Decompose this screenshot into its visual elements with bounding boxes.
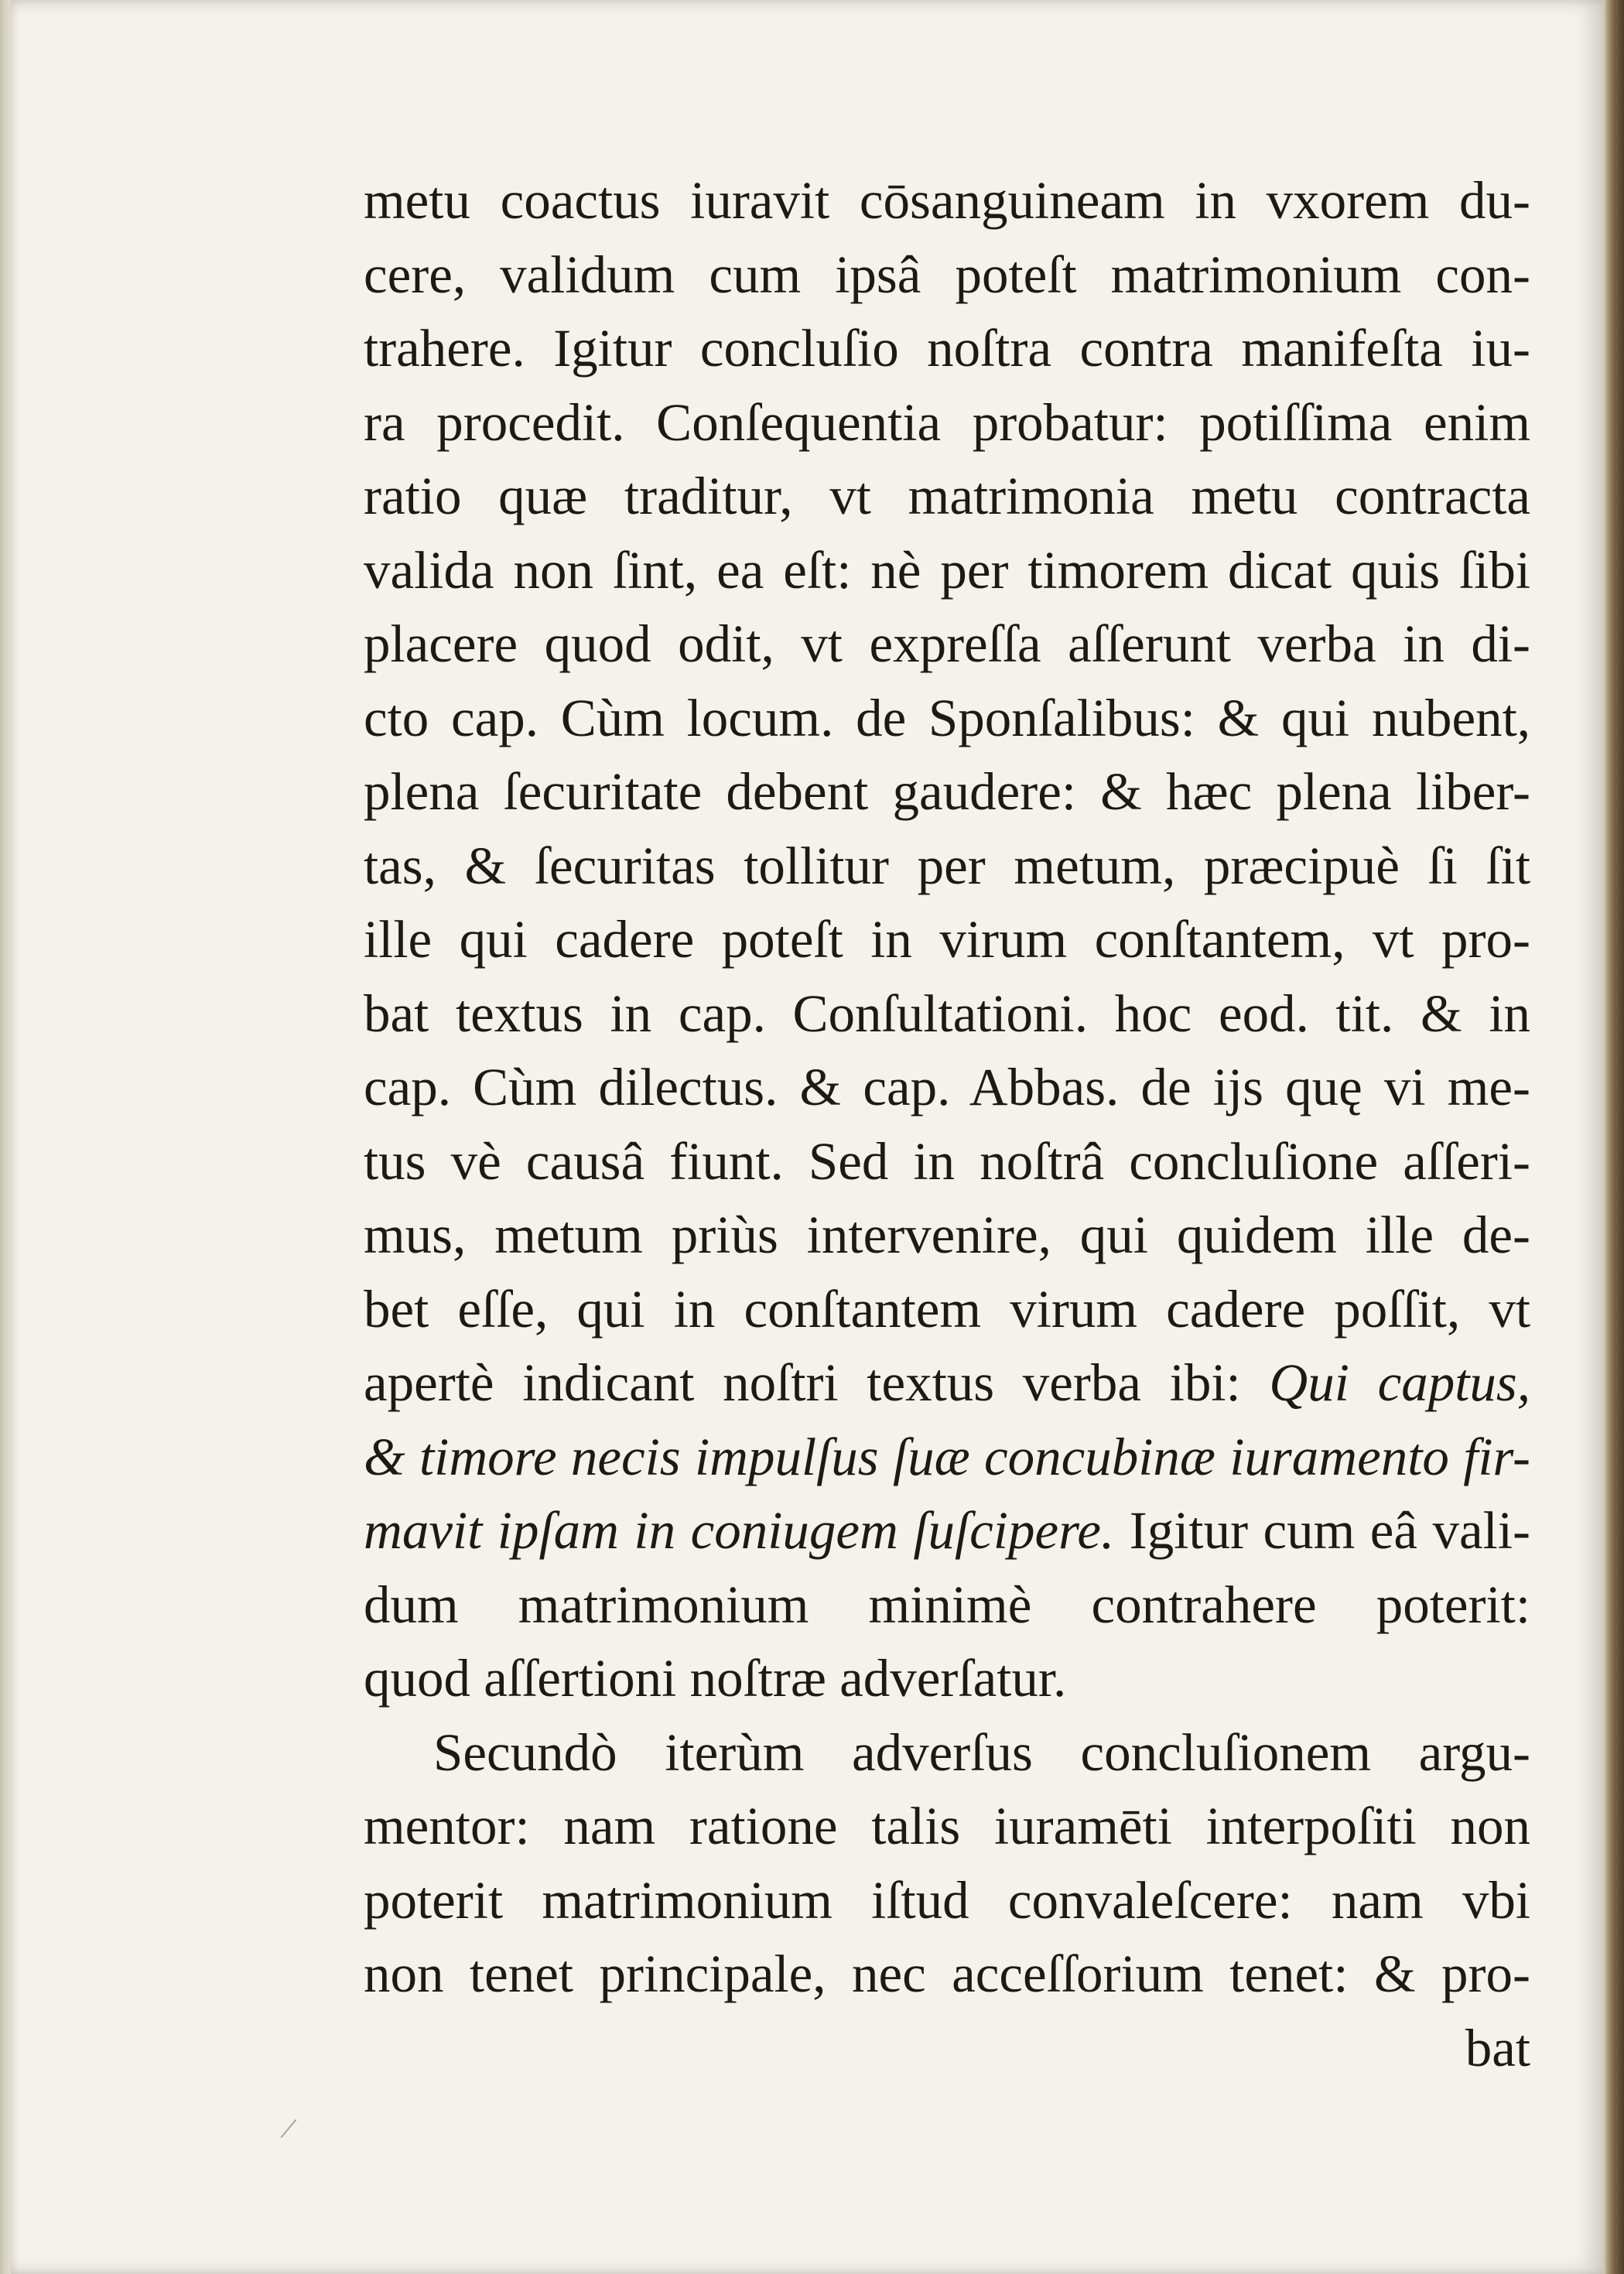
text-line: ratio quæ traditur, vt matrimonia metu contracta [364,467,1530,525]
text-roman-segment: apertè indicant noſtri textus verba ibi: [364,1353,1270,1412]
text-line: valida non ſint, ea eſt: nè per timorem dicat quis ſibi [364,540,1530,600]
text-line: ille qui cadere poteſt in virum conſtantem, vt pro- [364,910,1530,969]
book-right-edge [1603,0,1624,2274]
text-line: cto cap. Cùm locum. de Sponſalibus: & qui nubent, [364,688,1530,747]
text-line-mixed [364,1494,1530,1568]
page-text-body [364,164,1530,2085]
text-line: metu coactus iuravit cōsanguineam in vxorem du- [364,171,1530,230]
text-line: cere, validum cum ipsâ poteſt matrimonium con- [364,244,1530,304]
text-line: tas, & ſecuritas tollitur per metum, præcipuè ſi ſit [364,836,1530,895]
text-line: quod aſſertioni noſtræ adverſatur. [364,1649,1067,1708]
text-line: placere quod odit, vt expreſſa aſſerunt verba in di- [364,614,1530,673]
text-line: ra procedit. Conſequentia probatur: potiſſima enim [364,392,1530,452]
text-line-mixed [364,1346,1530,1421]
text-line: bat textus in cap. Conſultationi. hoc eod. tit. & in [364,983,1530,1043]
catchword: bat [1465,2018,1530,2077]
text-line: dum matrimonium minimè contrahere poterit: [364,1575,1530,1634]
paragraph-first-line: Secundò iterùm adverſus concluſionem argu- [433,1722,1530,1782]
text-line: tus vè causâ fiunt. Sed in noſtrâ concluſione aſſeri- [364,1131,1530,1191]
text-line-italic: & timore necis impulſus ſuæ concubinæ iuramento fir- [364,1427,1530,1486]
text-line: plena ſecuritate debent gaudere: & hæc plena liber- [364,762,1530,821]
text-line: bet eſſe, qui in conſtantem virum cadere poſſit, vt [364,1279,1530,1339]
text-roman-segment: Igitur cum eâ vali- [1114,1501,1530,1560]
text-line: mus, metum priùs intervenire, qui quidem ille de- [364,1205,1530,1264]
text-line: poterit matrimonium iſtud convaleſcere: nam vbi [364,1870,1530,1930]
text-line: cap. Cùm dilectus. & cap. Abbas. de ijs quę vi me- [364,1058,1530,1116]
text-italic-segment: mavit ipſam in coniugem ſuſcipere. [364,1501,1115,1560]
text-italic-segment: Qui captus, [1269,1353,1530,1412]
text-line: trahere. Igitur concluſio noſtra contra manifeſta iu- [364,319,1530,378]
text-line: mentor: nam ratione talis iuramēti interpoſiti non [364,1797,1530,1855]
text-line: non tenet principale, nec acceſſorium tenet: & pro- [364,1944,1530,2003]
